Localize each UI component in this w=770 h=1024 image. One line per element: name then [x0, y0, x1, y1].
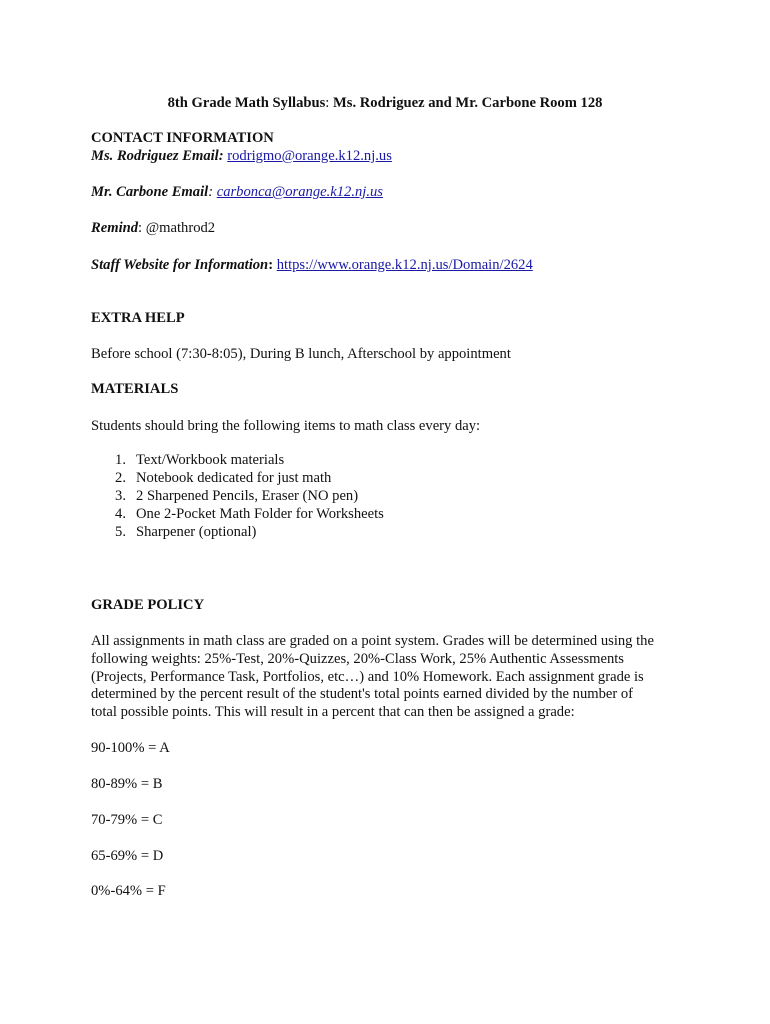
grade-scale-b: 80-89% = B: [91, 776, 163, 792]
list-item-number: 4.: [115, 506, 126, 522]
title-part2: Ms. Rodriguez and Mr. Carbone Room 128: [329, 95, 603, 111]
rodriguez-email-link[interactable]: rodrigmo@orange.k12.nj.us: [227, 148, 392, 164]
staff-website-line: [91, 256, 533, 274]
materials-heading: MATERIALS: [91, 381, 179, 397]
carbone-email-link[interactable]: carbonca@orange.k12.nj.us: [216, 184, 383, 200]
grade-policy-line: total possible points. This will result in a percent that can then be assigned a grade:: [91, 704, 575, 720]
remind-line: [91, 219, 215, 237]
carbone-email-colon: :: [208, 184, 214, 200]
list-item: [0, 506, 770, 524]
grade-scale-a: 90-100% = A: [91, 740, 170, 756]
list-item-number: 1.: [115, 452, 126, 468]
materials-intro: Students should bring the following items to math class every day:: [91, 418, 481, 434]
grade-policy-heading: GRADE POLICY: [91, 597, 205, 613]
list-item-number: 5.: [115, 524, 126, 540]
list-item-number: 3.: [115, 488, 126, 504]
list-item: [0, 524, 770, 542]
carbone-email-line: [91, 183, 383, 201]
list-item-text: One 2-Pocket Math Folder for Worksheets: [136, 506, 384, 522]
contact-heading: CONTACT INFORMATION: [91, 130, 274, 146]
grade-policy-line: All assignments in math class are graded on a point system. Grades will be determined using the: [91, 633, 654, 649]
grade-scale-d: 65-69% = D: [91, 848, 164, 864]
grade-policy-line: following weights: 25%-Test, 20%-Quizzes, 20%-Class Work, 25% Authentic Assessments: [91, 651, 624, 667]
grade-policy-line: determined by the percent result of the student's total points earned divided by the number of: [91, 686, 634, 702]
materials-list: [0, 452, 770, 542]
list-item-text: Notebook dedicated for just math: [136, 470, 332, 486]
list-item: [0, 488, 770, 506]
staff-website-colon: :: [268, 257, 274, 273]
list-item-text: 2 Sharpened Pencils, Eraser (NO pen): [136, 488, 359, 504]
staff-website-label: Staff Website for Information: [91, 257, 269, 273]
list-item-text: Sharpener (optional): [136, 524, 257, 540]
extra-help-heading: EXTRA HELP: [91, 310, 185, 326]
list-item-text: Text/Workbook materials: [136, 452, 285, 468]
grade-policy-line: (Projects, Performance Task, Portfolios, etc…) and 10% Homework. Each assignment grade is: [91, 669, 644, 685]
title-part1: 8th Grade Math Syllabus: [167, 95, 326, 111]
grade-scale-c: 70-79% = C: [91, 812, 163, 828]
list-item-number: 2.: [115, 470, 126, 486]
page-title: [0, 94, 770, 112]
list-item: [0, 452, 770, 470]
grade-scale-f: 0%-64% = F: [91, 883, 166, 899]
list-item: [0, 470, 770, 488]
extra-help-text: Before school (7:30-8:05), During B lunch, Afterschool by appointment: [91, 346, 511, 362]
carbone-email-label: Mr. Carbone Email: [91, 184, 209, 200]
remind-label: Remind: [91, 220, 139, 236]
remind-value: : @mathrod2: [138, 220, 216, 236]
rodriguez-email-label: Ms. Rodriguez Email:: [91, 148, 224, 164]
staff-website-link[interactable]: https://www.orange.k12.nj.us/Domain/2624: [276, 257, 533, 273]
title-colon: :: [325, 95, 330, 111]
rodriguez-email-line: [91, 147, 392, 165]
